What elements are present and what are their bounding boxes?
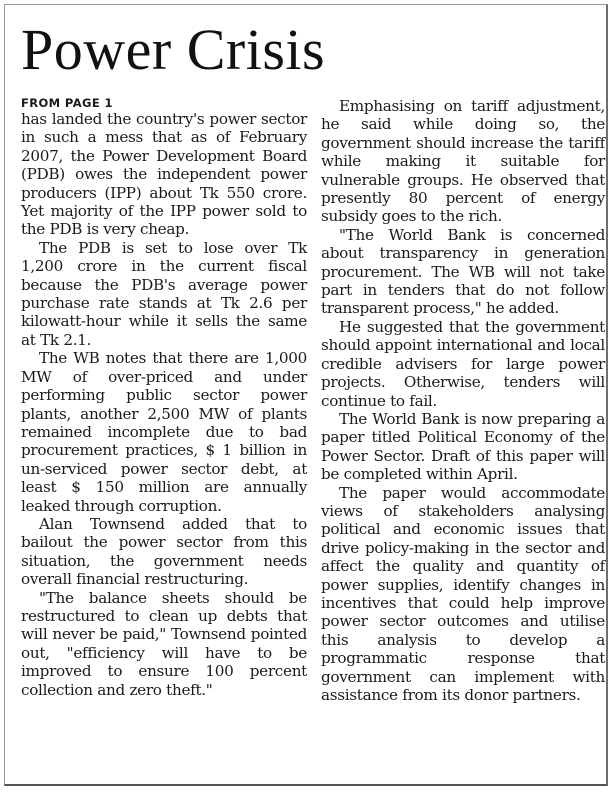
paragraph: The PDB is set to lose over Tk 1,200 crore in the current fiscal because the PDB's average power purchase rate stands at Tk 2.6 per kilowatt-hour while it sells the same at Tk 2.1. bbox=[21, 238, 307, 349]
paragraph: has landed the country's power sector in such a mess that as of February 2007, the Power Development Board (PDB) owes the independent power producers (IPP) about Tk 550 crore. Yet majority of the IPP power sold to the PDB is very cheap. bbox=[21, 110, 307, 239]
paragraph: He suggested that the government should appoint international and local credible advisers for large power projects. Otherwise, tenders will continue to fail. bbox=[321, 317, 605, 410]
article-column-left bbox=[21, 97, 307, 699]
paragraph: "The balance sheets should be restructured to clean up debts that will never be paid," Townsend pointed out, "efficiency will have to be improved to ensure 100 percent collection and zero theft." bbox=[21, 588, 307, 699]
article-column-right bbox=[321, 97, 605, 704]
headline: Power Crisis bbox=[21, 17, 326, 82]
paragraph: "The World Bank is concerned about transparency in generation procurement. The WB will not take part in tenders that do not follow transparent process," he added. bbox=[321, 225, 605, 318]
paragraph: The paper would accommodate views of stakeholders analysing political and economic issues that drive policy-making in the sector and affect the quality and quantity of power supplies, identify changes in incentives that could help improve power sector outcomes and utilise this analysis to develop a programmatic response that government can implement with assistance from its donor partners. bbox=[321, 483, 605, 704]
paragraph: The World Bank is now preparing a paper titled Political Economy of the Power Sector. Draft of this paper will be completed within April. bbox=[321, 409, 605, 484]
paragraph: The WB notes that there are 1,000 MW of over-priced and under performing public sector power plants, another 2,500 MW of plants remained incomplete due to bad procurement practices, $ 1 billion in un-serviced power sector debt, at least $ 150 million are annually leaked through corruption. bbox=[21, 349, 307, 515]
paragraph: Emphasising on tariff adjustment, he said while doing so, the government should increase the tariff while making it suitable for vulnerable groups. He observed that presently 80 percent of energy subsidy goes to the rich. bbox=[321, 97, 605, 226]
paragraph: Alan Townsend added that to bailout the power sector from this situation, the government needs overall financial restructuring. bbox=[21, 514, 307, 589]
newspaper-clipping bbox=[4, 4, 608, 786]
jump-line: FROM PAGE 1 bbox=[21, 96, 113, 110]
